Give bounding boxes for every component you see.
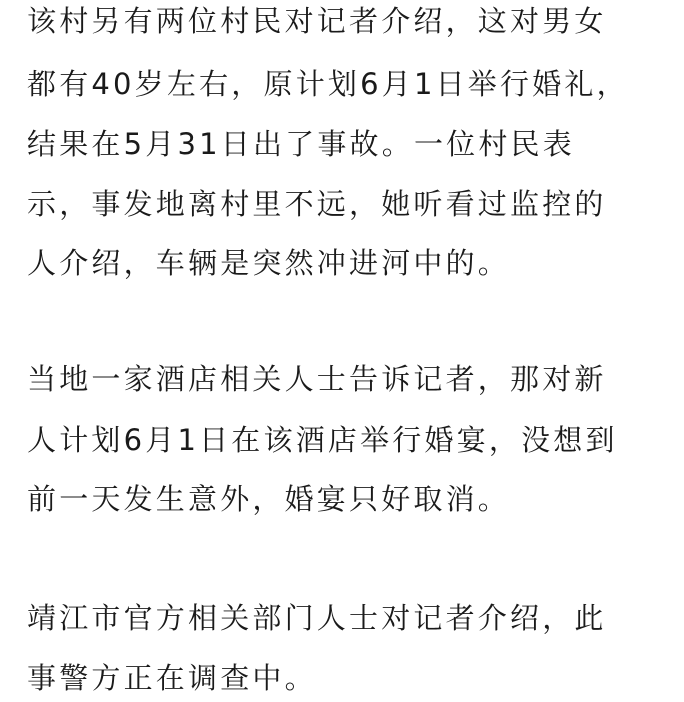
text-line: 人计划6月1日在该酒店举行婚宴，没想到 [27,423,618,457]
text-line: 结果在5月31日出了事故。一位村民表 [27,127,575,161]
text-line: 人介绍，车辆是突然冲进河中的。 [27,246,511,280]
text-line: 事警方正在调查中。 [27,661,317,695]
text-line: 前一天发生意外，婚宴只好取消。 [27,482,511,516]
text-line: 靖江市官方相关部门人士对记者介绍，此 [27,601,607,635]
text-line: 该村另有两位村民对记者介绍，这对男女 [27,4,607,38]
text-line: 当地一家酒店相关人士告诉记者，那对新 [27,362,607,396]
text-line: 都有40岁左右，原计划6月1日举行婚礼， [27,67,629,101]
text-line: 示，事发地离村里不远，她听看过监控的 [27,187,607,221]
